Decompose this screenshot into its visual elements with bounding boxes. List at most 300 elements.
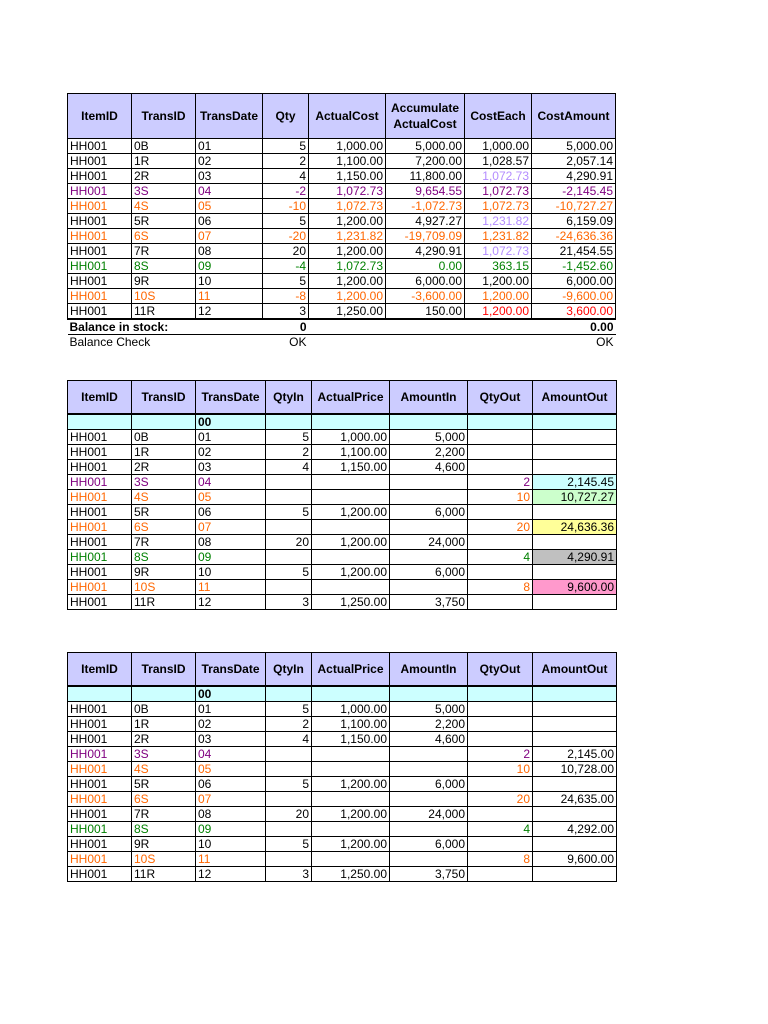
cell-itemid: HH001 xyxy=(68,549,132,564)
sub-transdate: 00 xyxy=(196,686,266,702)
cell-actualcost: 1,231.82 xyxy=(309,229,386,244)
balance-row xyxy=(68,319,616,335)
cell-transid: 8S xyxy=(132,549,196,564)
cell-itemid: HH001 xyxy=(68,154,132,169)
cell-accumulate: 5,000.00 xyxy=(386,139,465,154)
cell-transid: 11R xyxy=(132,304,196,320)
header-actualprice: ActualPrice xyxy=(312,381,390,414)
cell-amountout xyxy=(533,504,617,519)
cell-costamount: 2,057.14 xyxy=(532,154,616,169)
cell-transid: 10S xyxy=(132,851,196,866)
cell-actualprice xyxy=(312,746,390,761)
table-row xyxy=(68,154,616,169)
table-row xyxy=(68,169,616,184)
cell-actualprice: 1,100.00 xyxy=(312,444,390,459)
cell-actualprice: 1,150.00 xyxy=(312,459,390,474)
sub-cell xyxy=(312,414,390,430)
sub-transdate: 00 xyxy=(196,414,266,430)
header-qtyin: QtyIn xyxy=(266,381,312,414)
table-row xyxy=(68,304,616,320)
header-transdate: TransDate xyxy=(196,94,263,139)
cell-transid: 3S xyxy=(132,746,196,761)
cell-amountin: 2,200 xyxy=(390,716,468,731)
cell-costamount: 3,600.00 xyxy=(532,304,616,320)
sub-cell xyxy=(312,686,390,702)
table-row xyxy=(68,821,617,836)
cell-amountin xyxy=(390,746,468,761)
cell-transid: 10S xyxy=(132,289,196,304)
cell-qtyin: 4 xyxy=(266,459,312,474)
cell-qtyin: 5 xyxy=(266,701,312,716)
cell-transid: 2R xyxy=(132,731,196,746)
table-row xyxy=(68,504,617,519)
cell-transid: 9R xyxy=(132,836,196,851)
inout-table-exact-body xyxy=(68,429,617,609)
cell-transdate: 11 xyxy=(196,289,263,304)
table-row xyxy=(68,851,617,866)
sub-cell xyxy=(132,414,196,430)
cell-amountout: 9,600.00 xyxy=(533,579,617,594)
cell-actualprice xyxy=(312,474,390,489)
header-amountin: AmountIn xyxy=(390,381,468,414)
cell-amountout xyxy=(533,459,617,474)
inout-table-rounded-body xyxy=(68,701,617,881)
cell-transdate: 05 xyxy=(196,199,263,214)
sub-cell xyxy=(390,414,468,430)
cell-actualcost: 1,200.00 xyxy=(309,274,386,289)
cell-actualcost: 1,200.00 xyxy=(309,214,386,229)
cell-itemid: HH001 xyxy=(68,274,132,289)
sub-cell xyxy=(266,686,312,702)
balance-amount: 0.00 xyxy=(532,319,616,335)
cell-amountin xyxy=(390,489,468,504)
cell-qtyout xyxy=(468,429,533,444)
cell-actualprice: 1,200.00 xyxy=(312,564,390,579)
cell-itemid: HH001 xyxy=(68,776,132,791)
cell-qty: 5 xyxy=(263,214,309,229)
cell-qtyin: 5 xyxy=(266,776,312,791)
cell-actualcost: 1,072.73 xyxy=(309,259,386,274)
cell-itemid: HH001 xyxy=(68,139,132,154)
table-row xyxy=(68,474,617,489)
cell-amountin: 24,000 xyxy=(390,806,468,821)
inout-table-rounded xyxy=(67,652,617,882)
cell-costeach: 1,072.73 xyxy=(465,244,532,259)
cell-qtyin: 5 xyxy=(266,504,312,519)
cell-qtyin xyxy=(266,761,312,776)
cell-transid: 7R xyxy=(132,534,196,549)
header-qtyout: QtyOut xyxy=(468,381,533,414)
cell-transdate: 09 xyxy=(196,259,263,274)
cell-qtyin xyxy=(266,821,312,836)
cell-qtyout: 8 xyxy=(468,851,533,866)
balance-label: Balance in stock: xyxy=(68,319,263,335)
cell-itemid: HH001 xyxy=(68,459,132,474)
cell-qtyout xyxy=(468,594,533,609)
cell-amountin xyxy=(390,519,468,534)
cell-qtyin: 5 xyxy=(266,836,312,851)
cell-qtyout: 20 xyxy=(468,791,533,806)
cell-amountout xyxy=(533,534,617,549)
header-actualprice: ActualPrice xyxy=(312,653,390,686)
cell-qtyin xyxy=(266,791,312,806)
cell-costamount: 5,000.00 xyxy=(532,139,616,154)
cell-qtyout: 4 xyxy=(468,549,533,564)
cell-transdate: 04 xyxy=(196,184,263,199)
cell-transdate: 02 xyxy=(196,716,266,731)
cell-amountout xyxy=(533,836,617,851)
cell-amountin xyxy=(390,474,468,489)
cell-transid: 6S xyxy=(132,519,196,534)
cell-itemid: HH001 xyxy=(68,851,132,866)
header-actualcost: ActualCost xyxy=(309,94,386,139)
sub-cell xyxy=(68,414,132,430)
cell-actualprice: 1,100.00 xyxy=(312,716,390,731)
cell-amountin: 5,000 xyxy=(390,701,468,716)
cell-actualprice xyxy=(312,549,390,564)
cell-itemid: HH001 xyxy=(68,199,132,214)
cell-itemid: HH001 xyxy=(68,806,132,821)
cell-costeach: 1,028.57 xyxy=(465,154,532,169)
cell-qtyin xyxy=(266,489,312,504)
cell-actualprice: 1,200.00 xyxy=(312,776,390,791)
header-transdate: TransDate xyxy=(196,653,266,686)
cell-transid: 2R xyxy=(132,459,196,474)
cell-itemid: HH001 xyxy=(68,169,132,184)
cell-costamount: 21,454.55 xyxy=(532,244,616,259)
cell-amountin: 6,000 xyxy=(390,564,468,579)
balance-check-amount: OK xyxy=(596,335,614,350)
table-row xyxy=(68,564,617,579)
cell-accumulate: 6,000.00 xyxy=(386,274,465,289)
cell-transid: 6S xyxy=(132,229,196,244)
header-itemid: ItemID xyxy=(68,94,132,139)
cell-actualcost: 1,150.00 xyxy=(309,169,386,184)
cell-transid: 5R xyxy=(132,504,196,519)
cell-itemid: HH001 xyxy=(68,821,132,836)
cell-costeach: 1,200.00 xyxy=(465,304,532,320)
cell-actualcost: 1,200.00 xyxy=(309,244,386,259)
cell-costeach: 363.15 xyxy=(465,259,532,274)
sub-cell xyxy=(390,686,468,702)
sub-cell xyxy=(533,686,617,702)
cell-costeach: 1,072.73 xyxy=(465,184,532,199)
cell-qtyout xyxy=(468,504,533,519)
cell-qtyout xyxy=(468,534,533,549)
cell-actualcost: 1,200.00 xyxy=(309,289,386,304)
cell-itemid: HH001 xyxy=(68,489,132,504)
cost-table-header-row xyxy=(68,94,616,139)
cell-qtyout xyxy=(468,836,533,851)
cell-transdate: 07 xyxy=(196,519,266,534)
table-row xyxy=(68,866,617,881)
cell-transid: 11R xyxy=(132,594,196,609)
cell-qty: 2 xyxy=(263,154,309,169)
table-row xyxy=(68,444,617,459)
table-row xyxy=(68,519,617,534)
cell-transdate: 11 xyxy=(196,851,266,866)
cell-qty: 4 xyxy=(263,169,309,184)
table-row xyxy=(68,214,616,229)
cell-itemid: HH001 xyxy=(68,746,132,761)
cell-actualcost: 1,072.73 xyxy=(309,199,386,214)
table-row xyxy=(68,716,617,731)
cell-itemid: HH001 xyxy=(68,474,132,489)
cell-accumulate: 4,927.27 xyxy=(386,214,465,229)
cell-qtyout xyxy=(468,716,533,731)
table-row xyxy=(68,199,616,214)
cell-transdate: 05 xyxy=(196,489,266,504)
cell-actualprice xyxy=(312,489,390,504)
cell-actualprice: 1,000.00 xyxy=(312,429,390,444)
table-row xyxy=(68,731,617,746)
header-amountout: AmountOut xyxy=(533,381,617,414)
cell-amountin: 24,000 xyxy=(390,534,468,549)
cell-actualprice: 1,200.00 xyxy=(312,806,390,821)
header-costamount: CostAmount xyxy=(532,94,616,139)
table-row xyxy=(68,139,616,154)
inout-table-exact-subheader-row xyxy=(68,414,617,430)
cell-actualprice: 1,250.00 xyxy=(312,594,390,609)
cell-accumulate: 9,654.55 xyxy=(386,184,465,199)
cell-qtyout xyxy=(468,444,533,459)
cell-transdate: 12 xyxy=(196,304,263,320)
cell-qty: -10 xyxy=(263,199,309,214)
header-transid: TransID xyxy=(132,653,196,686)
table-row xyxy=(68,289,616,304)
header-qtyout: QtyOut xyxy=(468,653,533,686)
cell-itemid: HH001 xyxy=(68,761,132,776)
cell-transdate: 08 xyxy=(196,534,266,549)
cell-qtyout xyxy=(468,866,533,881)
table-row xyxy=(68,429,617,444)
cell-qtyin: 3 xyxy=(266,594,312,609)
cell-transdate: 04 xyxy=(196,474,266,489)
cell-transid: 1R xyxy=(132,154,196,169)
table-row xyxy=(68,259,616,274)
cell-itemid: HH001 xyxy=(68,579,132,594)
cell-transdate: 12 xyxy=(196,866,266,881)
cell-amountin: 6,000 xyxy=(390,836,468,851)
cell-costamount: -2,145.45 xyxy=(532,184,616,199)
header-amountout: AmountOut xyxy=(533,653,617,686)
header-transid: TransID xyxy=(132,381,196,414)
cell-costeach: 1,200.00 xyxy=(465,289,532,304)
cell-qtyin xyxy=(266,746,312,761)
table-row xyxy=(68,489,617,504)
cell-transdate: 10 xyxy=(196,564,266,579)
cell-transdate: 10 xyxy=(196,836,266,851)
cell-transid: 7R xyxy=(132,244,196,259)
cell-costamount: 6,159.09 xyxy=(532,214,616,229)
balance-check-row xyxy=(68,335,616,350)
cell-costamount: -9,600.00 xyxy=(532,289,616,304)
cell-transid: 6S xyxy=(132,791,196,806)
cell-amountin: 6,000 xyxy=(390,504,468,519)
balance-check-qty: OK xyxy=(289,335,307,350)
cell-amountout: 2,145.00 xyxy=(533,746,617,761)
cell-transid: 8S xyxy=(132,821,196,836)
cell-transid: 4S xyxy=(132,199,196,214)
cell-transdate: 01 xyxy=(196,139,263,154)
header-itemid: ItemID xyxy=(68,653,132,686)
cell-accumulate: -1,072.73 xyxy=(386,199,465,214)
cell-qtyout xyxy=(468,701,533,716)
cell-qtyout xyxy=(468,731,533,746)
cell-qtyin: 2 xyxy=(266,444,312,459)
cell-amountin xyxy=(390,579,468,594)
cell-qtyout xyxy=(468,806,533,821)
cell-transdate: 08 xyxy=(196,244,263,259)
cell-amountin: 6,000 xyxy=(390,776,468,791)
cell-transid: 4S xyxy=(132,761,196,776)
cell-actualcost: 1,072.73 xyxy=(309,184,386,199)
cell-actualprice xyxy=(312,821,390,836)
cell-costeach: 1,072.73 xyxy=(465,199,532,214)
cell-transid: 8S xyxy=(132,259,196,274)
table-row xyxy=(68,594,617,609)
table-row xyxy=(68,776,617,791)
cell-amountin: 4,600 xyxy=(390,731,468,746)
cell-qtyout: 4 xyxy=(468,821,533,836)
cell-transid: 1R xyxy=(132,716,196,731)
cell-amountout: 10,727.27 xyxy=(533,489,617,504)
cell-qtyout: 10 xyxy=(468,761,533,776)
header-transdate: TransDate xyxy=(196,381,266,414)
cell-itemid: HH001 xyxy=(68,716,132,731)
cell-transdate: 08 xyxy=(196,806,266,821)
cell-qtyout xyxy=(468,564,533,579)
cell-transdate: 07 xyxy=(196,229,263,244)
cell-transid: 1R xyxy=(132,444,196,459)
sub-cell xyxy=(132,686,196,702)
balance-check-spacer xyxy=(309,335,532,350)
cell-actualprice: 1,000.00 xyxy=(312,701,390,716)
cell-actualprice: 1,200.00 xyxy=(312,836,390,851)
cell-accumulate: 11,800.00 xyxy=(386,169,465,184)
header-costeach: CostEach xyxy=(465,94,532,139)
inout-table-exact-header-row xyxy=(68,381,617,414)
sub-cell xyxy=(468,686,533,702)
cell-amountout xyxy=(533,776,617,791)
cell-transid: 5R xyxy=(132,776,196,791)
cell-transid: 11R xyxy=(132,866,196,881)
cell-transid: 9R xyxy=(132,274,196,289)
cell-amountout: 4,290.91 xyxy=(533,549,617,564)
cell-transdate: 06 xyxy=(196,504,266,519)
header-amountin: AmountIn xyxy=(390,653,468,686)
header-itemid: ItemID xyxy=(68,381,132,414)
cell-itemid: HH001 xyxy=(68,259,132,274)
balance-qty: 0 xyxy=(263,319,309,335)
cell-actualprice xyxy=(312,579,390,594)
cell-accumulate: 7,200.00 xyxy=(386,154,465,169)
cell-qty: 3 xyxy=(263,304,309,320)
cell-amountout xyxy=(533,731,617,746)
balance-check-label: Balance Check xyxy=(69,335,151,350)
cell-amountout: 9,600.00 xyxy=(533,851,617,866)
cell-itemid: HH001 xyxy=(68,289,132,304)
cell-amountout xyxy=(533,429,617,444)
cell-itemid: HH001 xyxy=(68,866,132,881)
cell-actualprice xyxy=(312,851,390,866)
inout-table-exact xyxy=(67,380,617,610)
cell-qtyout xyxy=(468,776,533,791)
cell-amountout xyxy=(533,444,617,459)
cell-costeach: 1,231.82 xyxy=(465,214,532,229)
cell-costeach: 1,231.82 xyxy=(465,229,532,244)
cell-amountin: 2,200 xyxy=(390,444,468,459)
table-row xyxy=(68,701,617,716)
cell-transdate: 02 xyxy=(196,154,263,169)
cell-amountin xyxy=(390,821,468,836)
cell-actualprice xyxy=(312,519,390,534)
cell-actualprice: 1,200.00 xyxy=(312,504,390,519)
cell-transid: 0B xyxy=(132,429,196,444)
cell-qty: 5 xyxy=(263,139,309,154)
header-qtyin: QtyIn xyxy=(266,653,312,686)
cell-amountin xyxy=(390,549,468,564)
table-row xyxy=(68,274,616,289)
cell-itemid: HH001 xyxy=(68,444,132,459)
sub-cell xyxy=(68,686,132,702)
cell-transdate: 12 xyxy=(196,594,266,609)
cell-qtyin xyxy=(266,519,312,534)
cell-transid: 5R xyxy=(132,214,196,229)
cell-itemid: HH001 xyxy=(68,564,132,579)
cell-itemid: HH001 xyxy=(68,791,132,806)
cell-transdate: 10 xyxy=(196,274,263,289)
cell-itemid: HH001 xyxy=(68,836,132,851)
cell-transid: 7R xyxy=(132,806,196,821)
cell-amountin xyxy=(390,851,468,866)
header-accumulate-actualcost: Accumulate ActualCost xyxy=(386,94,465,139)
cell-qty: -8 xyxy=(263,289,309,304)
cell-qtyout xyxy=(468,459,533,474)
cell-itemid: HH001 xyxy=(68,534,132,549)
table-row xyxy=(68,791,617,806)
cell-costamount: -24,636.36 xyxy=(532,229,616,244)
cell-qty: 5 xyxy=(263,274,309,289)
cell-qtyin: 3 xyxy=(266,866,312,881)
cell-actualcost: 1,000.00 xyxy=(309,139,386,154)
cell-qtyin: 4 xyxy=(266,731,312,746)
cell-qtyin: 5 xyxy=(266,429,312,444)
table-row xyxy=(68,579,617,594)
cell-qty: -4 xyxy=(263,259,309,274)
cell-actualprice: 1,150.00 xyxy=(312,731,390,746)
cell-amountout xyxy=(533,866,617,881)
table-row xyxy=(68,184,616,199)
table-row xyxy=(68,746,617,761)
table-row xyxy=(68,761,617,776)
sub-cell xyxy=(266,414,312,430)
cell-amountout: 10,728.00 xyxy=(533,761,617,776)
cell-qtyin xyxy=(266,851,312,866)
cell-actualcost: 1,250.00 xyxy=(309,304,386,320)
cell-actualprice xyxy=(312,761,390,776)
cell-qtyout: 20 xyxy=(468,519,533,534)
table-row xyxy=(68,534,617,549)
cell-transid: 9R xyxy=(132,564,196,579)
cell-qtyin: 2 xyxy=(266,716,312,731)
header-transid: TransID xyxy=(132,94,196,139)
table-row xyxy=(68,459,617,474)
sub-cell xyxy=(468,414,533,430)
inout-table-rounded-subheader-row xyxy=(68,686,617,702)
cell-qty: -20 xyxy=(263,229,309,244)
table-row xyxy=(68,229,616,244)
